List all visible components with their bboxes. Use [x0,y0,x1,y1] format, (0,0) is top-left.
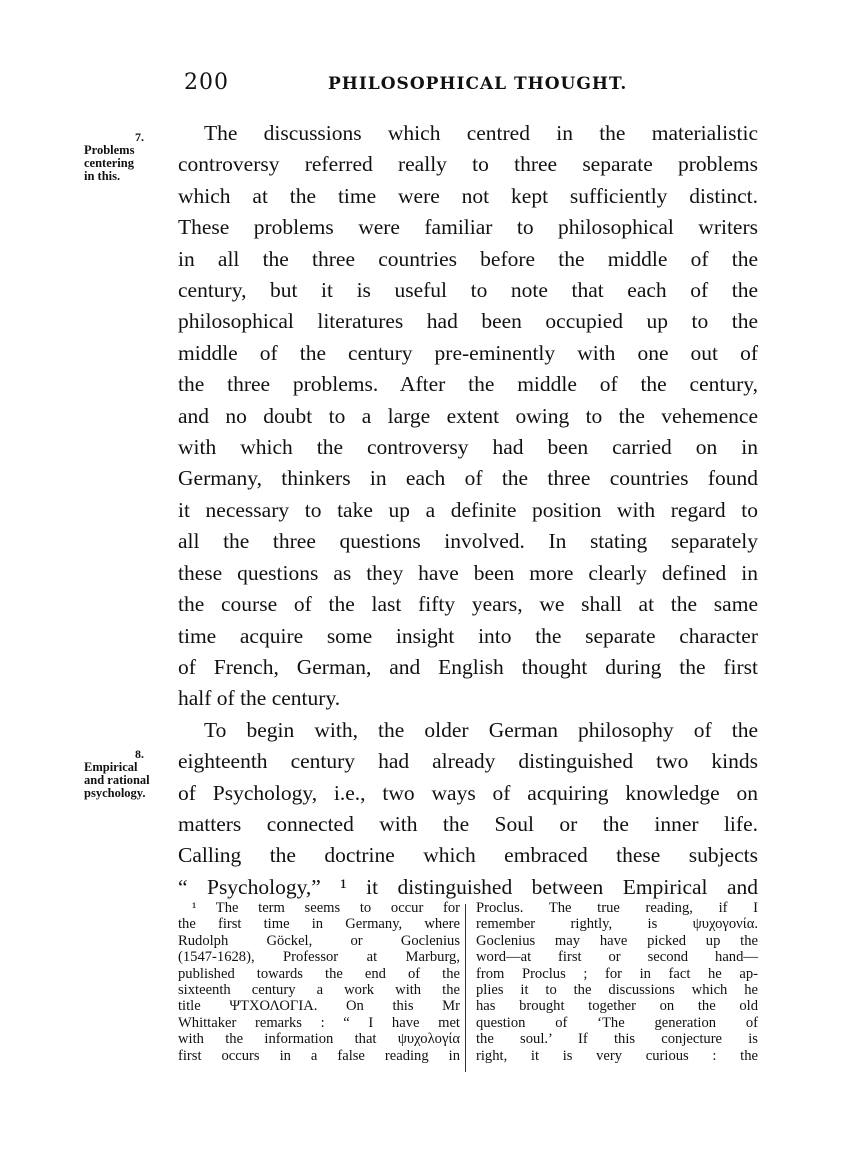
text-line: which at the time were not kept sufficiently distinct. [178,183,758,208]
footnote-line: word—at first or second hand— [476,949,758,966]
page-header [178,70,758,104]
margin-note-number: 8. [135,747,144,761]
text-line: controversy referred really to three separate problems [178,152,758,177]
footnote-column-right [476,900,758,1064]
text-line: of French, German, and English thought during the first [178,654,758,679]
text-line: eighteenth century had already distinguished two kinds [178,749,758,774]
margin-note-line: in this. [84,169,121,183]
footnote-line: right, it is very curious : the [476,1047,758,1064]
margin-note-line: Empirical [84,760,138,774]
footnote-column-left [178,900,460,1064]
footnote-line: from Proclus ; for in fact he ap- [476,965,758,982]
footnote-line: plies it to the discussions which he [476,982,758,999]
text-line: it necessary to take up a definite position with regard to [178,497,758,522]
footnote-line: the soul.’ If this conjecture is [476,1031,758,1048]
text-line: matters connected with the Soul or the inner life. [178,811,758,836]
footnote-line: Proclus. The true reading, if I [476,900,758,916]
text-line: of Psychology, i.e., two ways of acquiring knowledge on [178,780,758,805]
margin-note-line: centering [84,156,134,170]
text-line: “ Psychology,” ¹ it distinguished between Empirical and [178,874,758,899]
margin-note-number: 7. [135,130,144,144]
margin-note-8 [84,748,170,800]
text-line: the three problems. After the middle of the century, [178,372,758,397]
text-line: time acquire some insight into the separate character [178,623,758,648]
footnote-line: ¹ The term seems to occur for [192,900,460,916]
footnote-line: Whittaker remarks : “ I have met [178,1014,460,1031]
text-line: These problems were familiar to philosophical writers [178,215,758,240]
text-line: these questions as they have been more clearly defined in [178,560,758,585]
page-number: 200 [184,70,229,95]
footnote-line: the first time in Germany, where [178,916,460,933]
footnote-line: title ΨΤΧΟΛΟΓΙΑ. On this Mr [178,998,460,1015]
footnote-line: first occurs in a false reading in [178,1047,460,1064]
text-line: half of the century. [178,686,341,711]
footnote-line: Rudolph Göckel, or Goclenius [178,932,460,949]
footnotes [178,900,758,1080]
text-line: the course of the last fifty years, we shall at the same [178,592,758,617]
text-line: Germany, thinkers in each of the three countries found [178,466,758,491]
footnote-line: (1547-1628), Professor at Marburg, [178,949,460,966]
text-line: philosophical literatures had been occupied up to the [178,309,758,334]
footnote-line: published towards the end of the [178,965,460,982]
text-line: To begin with, the older German philosophy of the [204,717,758,742]
margin-note-line: psychology. [84,786,146,800]
margin-note-line: Problems [84,143,135,157]
margin-note-line: and rational [84,773,150,787]
running-head: PHILOSOPHICAL THOUGHT. [328,74,628,94]
footnote-divider [465,904,466,1072]
text-line: The discussions which centred in the materialistic [204,121,758,145]
text-line: middle of the century pre-eminently with one out of [178,340,758,365]
text-line: century, but it is useful to note that each of the [178,278,758,303]
footnote-line: remember rightly, is ψυχογονία. [476,916,758,933]
margin-note-7 [84,131,170,183]
text-line: Calling the doctrine which embraced these subjects [178,843,758,868]
text-line: with which the controversy had been carried on in [178,435,758,460]
footnote-line: question of ‘The generation of [476,1014,758,1031]
text-line: all the three questions involved. In stating separately [178,529,758,554]
footnote-line: with the information that ψυχολογία [178,1031,460,1048]
footnote-line: Goclenius may have picked up the [476,932,758,949]
text-line: and no doubt to a large extent owing to the vehemence [178,403,758,428]
footnote-line: has brought together on the old [476,998,758,1015]
text-line: in all the three countries before the middle of the [178,246,758,271]
body-text [178,118,758,903]
footnote-line: sixteenth century a work with the [178,982,460,999]
